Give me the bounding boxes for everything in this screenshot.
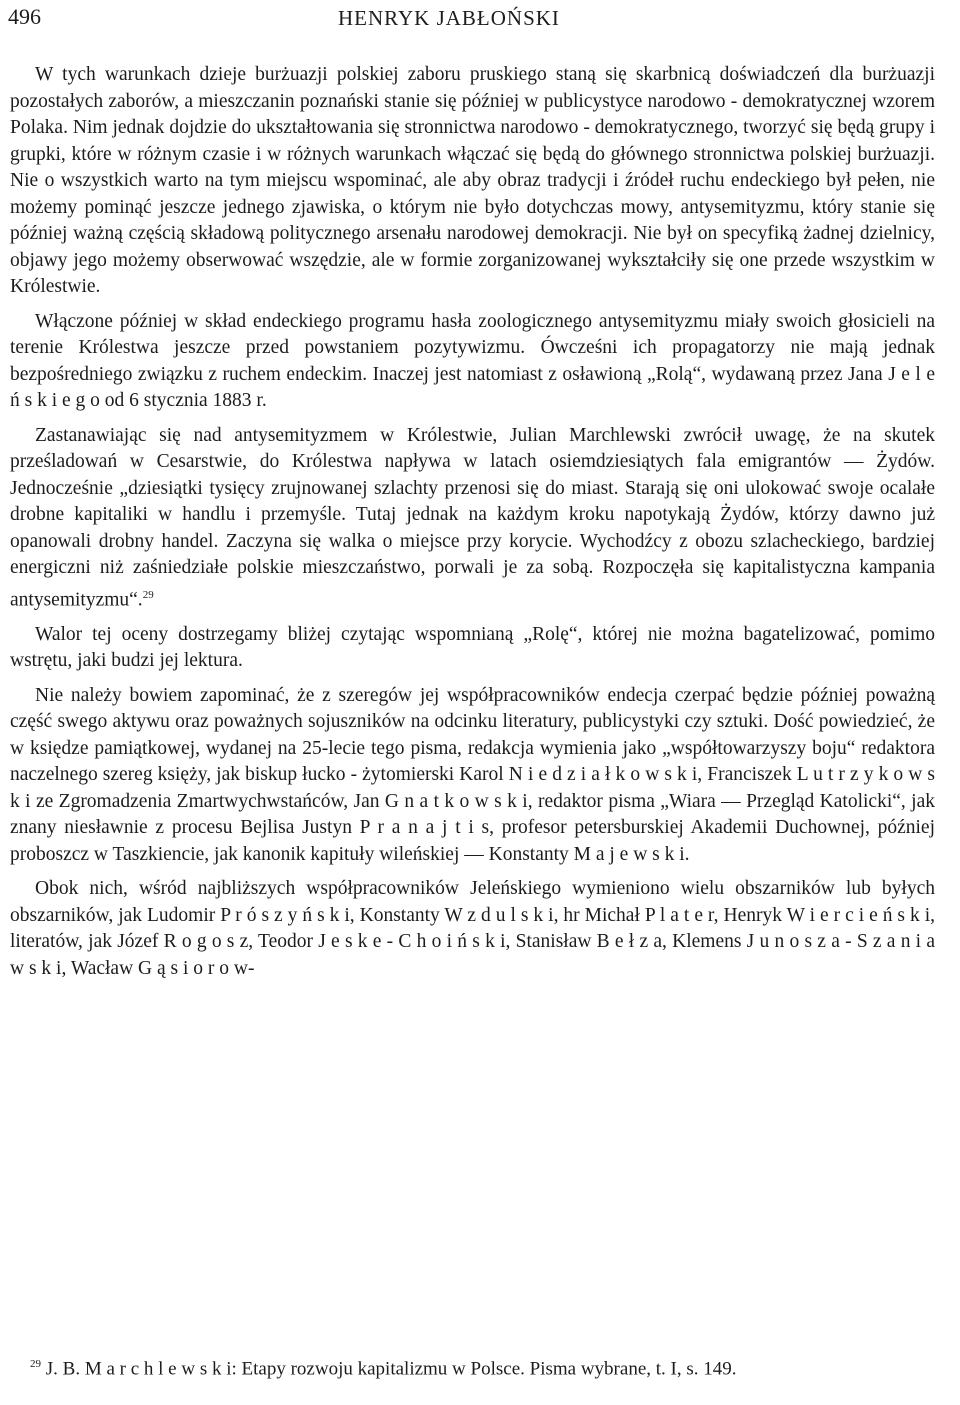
running-head: HENRYK JABŁOŃSKI xyxy=(338,6,560,30)
footnote-text: J. B. M a r c h l e w s k i: Etapy rozwoju kapitalizmu w Polsce. Pisma wybrane, t. I, s. 149. xyxy=(45,1358,737,1380)
paragraph: W tych warunkach dzieje burżuazji polskiej zaboru pruskiego staną się skarbnicą doświadczeń dla burżuazji pozostałych zaborów, a mieszczanin poznański stanie się później w publicystyce narodowo - demokratycznej wzorem Polaka. Nim jednak dojdzie do ukształtowania się stronnictwa narodowo - demokratycznego, tworzyć się będą grupy i grupki, które w różnym czasie i w różnych warunkach włączać się będą do głównego stronnictwa polskiej burżuazji. Nie o wszystkich warto na tym miejscu wspominać, ale aby obraz tradycji i źródeł ruchu endeckiego był pełen, nie możemy pominąć jeszcze jednego zjawiska, o którym nie było dotychczas mowy, antysemityzmu, który stanie się później ważną częścią składową politycznego arsenału narodowej demokracji. Nie był on specyfiką żadnej dzielnicy, objawy jego możemy obserwować wszędzie, ale w formie zorganizowanej wykształciły się one przede wszystkim w Królestwie. xyxy=(10,64,935,297)
paragraph: Nie należy bowiem zapominać, że z szeregów jej współpracowników endecja czerpać będzie później poważną część swego aktywu oraz poważnych sojuszników na odcinku literatury, publicystyki czy sztuki. Dość powiedzieć, że w księdze pamiątkowej, wydanej na 25-lecie tego pisma, redakcja wymienia jako „współtowarzyszy boju“ redaktora naczelnego szereg księży, jak biskup łucko - żytomierski Karol N i e d z i a ł k o w s k i, Franciszek L u t r z y k o w s k i ze Zgromadzenia Zmartwychwstańców, Jan G n a t k o w s k i, redaktor pisma „Wiara — Przegląd Katolicki“, jak znany niesławnie z procesu Bejlisa Justyn P r a n a j t i s, profesor petersburskiej Akademii Duchownej, później proboszcz w Taszkiencie, jak kanonik kapituły wileńskiej — Konstanty M a j e w s k i. xyxy=(10,684,935,865)
body-text xyxy=(10,62,935,990)
footnote xyxy=(10,1352,935,1381)
paragraph: Obok nich, wśród najbliższych współpracowników Jeleńskiego wymieniono wielu obszarników lub byłych obszarników, jak Ludomir P r ó s z y ń s k i, Konstanty W z d u l s k i, hr Michał P l a t e r, Henryk W i e r c i e ń s k i, literatów, jak Józef R o g o s z, Teodor J e s k e - C h o i ń s k i, Stanisław B e ł z a, Klemens J u n o s z a - S z a n i a w s k i, Wacław G ą s i o r o w- xyxy=(10,878,935,979)
paragraph: Walor tej oceny dostrzegamy bliżej czytając wspomnianą „Rolę“, której nie można bagatelizować, pomimo wstrętu, jaki budzi jej lektura. xyxy=(10,623,935,671)
paragraph: Włączone później w skład endeckiego programu hasła zoologicznego antysemityzmu miały swoich głosicieli na terenie Królestwa jeszcze przed powstaniem pozytywizmu. Ówcześni ich propagatorzy nie mają jednak bezpośredniego związku z ruchem endeckim. Inaczej jest natomiast z osławioną „Rolą“, wydawaną przez Jana J e l e ń s k i e g o od 6 stycznia 1883 r. xyxy=(10,310,935,411)
paragraph-text: Zastanawiając się nad antysemityzmem w Królestwie, Julian Marchlewski zwrócił uwagę, że na skutek prześladowań w Cesarstwie, do Królestwa napływa w latach osiemdziesiątych fala emigrantów — Żydów. Jednocześnie „dziesiątki tysięcy zrujnowanej szlachty przenosi się do miast. Starają się oni ulokować swoje ocalałe drobne kapitaliki w handlu i przemyśle. Tutaj jednak na każdym kroku napotykają Żydów, którzy dawno już opanowali drobny handel. Zaczyna się walka o miejsce przy korycie. Wychodźcy z obozu szlacheckiego, bardziej energiczni niż zaśniedziałe polskie mieszczaństwo, porwali je za sobą. Rozpoczęła się kapitalistyczna kampania antysemityzmu“. xyxy=(10,424,935,610)
paragraph xyxy=(10,423,935,614)
footnote-mark: 29 xyxy=(30,1358,41,1370)
page-header xyxy=(8,4,948,38)
footnote-reference[interactable]: 29 xyxy=(142,588,154,601)
page-number: 496 xyxy=(8,4,41,29)
footnotes xyxy=(10,1352,935,1381)
